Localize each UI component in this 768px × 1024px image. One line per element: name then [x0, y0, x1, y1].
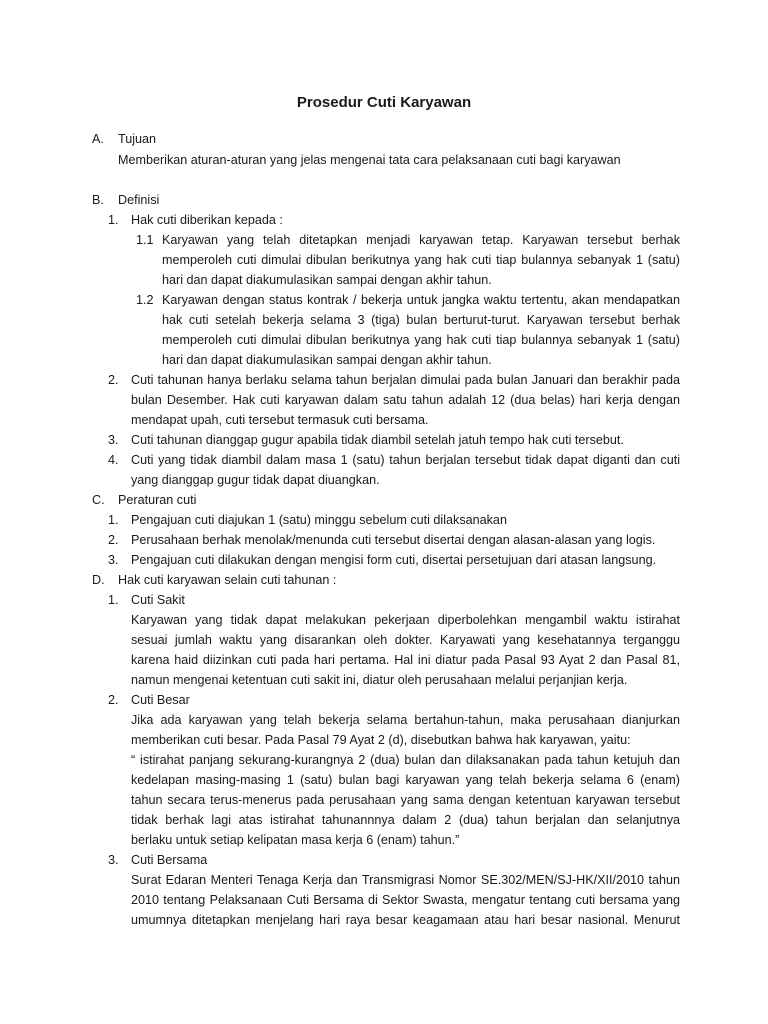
b-item-2-line: mendapat upah, cuti tersebut termasuk cuti bersama. [131, 413, 429, 427]
b-item-2-line: Cuti tahunan hanya berlaku selama tahun berjalan dimulai pada bulan Januari dan berakhir pada [131, 373, 680, 387]
d-item-3-number: 3. [108, 853, 119, 867]
d-item-2-line: memberikan cuti besar. Pada Pasal 79 Ayat 2 (d), disebutkan bahwa hak karyawan, yaitu: [131, 733, 631, 747]
b-subitem-1-2-number: 1.2 [136, 293, 154, 307]
b-subitem-1-1-line: hari dan dapat diakumulasikan sampai dengan akhir tahun. [162, 273, 492, 287]
section-c-marker: C. [92, 493, 105, 507]
b-item-4-number: 4. [108, 453, 119, 467]
b-item-1-text: Hak cuti diberikan kepada : [131, 213, 283, 227]
c-item-2-text: Perusahaan berhak menolak/menunda cuti tersebut disertai dengan alasan-alasan yang logis. [131, 533, 656, 547]
b-item-4-line: yang dianggap gugur tidak dapat diuangkan. [131, 473, 380, 487]
c-item-3-text: Pengajuan cuti dilakukan dengan mengisi form cuti, disertai persetujuan dari atasan langsung. [131, 553, 657, 567]
d-item-2-line: berlaku untuk setiap kelipatan masa kerja 6 (enam) tahun.” [131, 833, 460, 847]
b-item-1-number: 1. [108, 213, 119, 227]
d-item-2-line: tahun secara terus-menerus pada perusahaan yang sama dengan ketentuan karyawan tersebut [131, 793, 680, 807]
section-d-heading: Hak cuti karyawan selain cuti tahunan : [118, 573, 337, 587]
section-b-marker: B. [92, 193, 104, 207]
section-a-heading: Tujuan [118, 132, 157, 146]
section-a-text: Memberikan aturan-aturan yang jelas mengenai tata cara pelaksanaan cuti bagi karyawan [118, 153, 621, 167]
section-b-heading: Definisi [118, 193, 160, 207]
d-item-1-heading: Cuti Sakit [131, 593, 185, 607]
c-item-1-text: Pengajuan cuti diajukan 1 (satu) minggu sebelum cuti dilaksanakan [131, 513, 507, 527]
section-d-marker: D. [92, 573, 105, 587]
d-item-1-line: karena haid diizinkan cuti pada hari pertama. Hal ini diatur pada Pasal 93 Ayat 2 dan Pasal 81, [131, 653, 680, 667]
d-item-3-heading: Cuti Bersama [131, 853, 208, 867]
b-subitem-1-2-line: hak cuti setelah bekerja selama 3 (tiga) bulan berturut-turut. Karyawan tersebut berhak [162, 313, 680, 327]
b-subitem-1-1-number: 1.1 [136, 233, 154, 247]
c-item-3-number: 3. [108, 553, 119, 567]
d-item-3-line: umumnya ditetapkan menjelang hari raya besar keagamaan atau hari besar nasional. Menurut [131, 913, 680, 927]
d-item-1-line: sesuai jumlah waktu yang disarankan oleh dokter. Karyawati yang kesehatannya terganggu [131, 633, 680, 647]
b-subitem-1-2-line: Karyawan dengan status kontrak / bekerja untuk jangka waktu tertentu, akan mendapatkan [162, 293, 680, 307]
b-item-4-line: Cuti yang tidak diambil dalam masa 1 (satu) tahun berjalan tersebut tidak dapat diganti dan cuti [131, 453, 680, 467]
b-item-3-line: Cuti tahunan dianggap gugur apabila tidak diambil setelah jatuh tempo hak cuti tersebut. [131, 433, 624, 447]
section-c-heading: Peraturan cuti [118, 493, 197, 507]
c-item-2-number: 2. [108, 533, 119, 547]
d-item-3-line: Surat Edaran Menteri Tenaga Kerja dan Transmigrasi Nomor SE.302/MEN/SJ-HK/XII/2010 tahun [131, 873, 680, 887]
b-item-2-number: 2. [108, 373, 119, 387]
d-item-1-line: Karyawan yang tidak dapat melakukan pekerjaan diperbolehkan mengambil waktu istirahat [131, 613, 680, 627]
c-item-1-number: 1. [108, 513, 119, 527]
b-subitem-1-2-line: memperoleh cuti dimulai dibulan berikutnya yang hak cuti tiap bulannya sebanyak 1 (satu) [162, 333, 680, 347]
d-item-2-number: 2. [108, 693, 119, 707]
b-subitem-1-1-line: Karyawan yang telah ditetapkan menjadi karyawan tetap. Karyawan tersebut berhak [162, 233, 680, 247]
b-subitem-1-1-line: memperoleh cuti dimulai dibulan berikutnya yang hak cuti tiap bulannya sebanyak 1 (satu) [162, 253, 680, 267]
d-item-2-line: kedelapan masing-masing 1 (satu) bulan bagi karyawan yang telah bekerja selama 6 (enam) [131, 773, 680, 787]
d-item-2-heading: Cuti Besar [131, 693, 190, 707]
section-a-marker: A. [92, 132, 104, 146]
d-item-2-line: “ istirahat panjang sekurang-kurangnya 2 (dua) bulan dan dilaksanakan pada tahun ketujuh dan [131, 753, 680, 767]
b-item-2-line: bulan Desember. Hak cuti karyawan dalam satu tahun adalah 12 (dua belas) hari kerja dengan [131, 393, 680, 407]
b-item-3-number: 3. [108, 433, 119, 447]
document-title: Prosedur Cuti Karyawan [296, 94, 472, 111]
b-subitem-1-2-line: hari dan dapat diakumulasikan sampai dengan akhir tahun. [162, 353, 492, 367]
d-item-1-line: namun mengenai ketentuan cuti sakit ini, diatur oleh perusahaan melalui perjanjian kerja. [131, 673, 628, 687]
d-item-3-line: 2010 tentang Pelaksanaan Cuti Bersama di Sektor Swasta, mengatur tentang cuti bersama yang [131, 893, 680, 907]
d-item-2-line: tidak berhak lagi atas istirahat tahunannnya dalam 2 (dua) tahun berjalan dan selanjutnya [131, 813, 680, 827]
d-item-1-number: 1. [108, 593, 119, 607]
d-item-2-line: Jika ada karyawan yang telah bekerja selama bertahun-tahun, maka perusahaan dianjurkan [131, 713, 680, 727]
